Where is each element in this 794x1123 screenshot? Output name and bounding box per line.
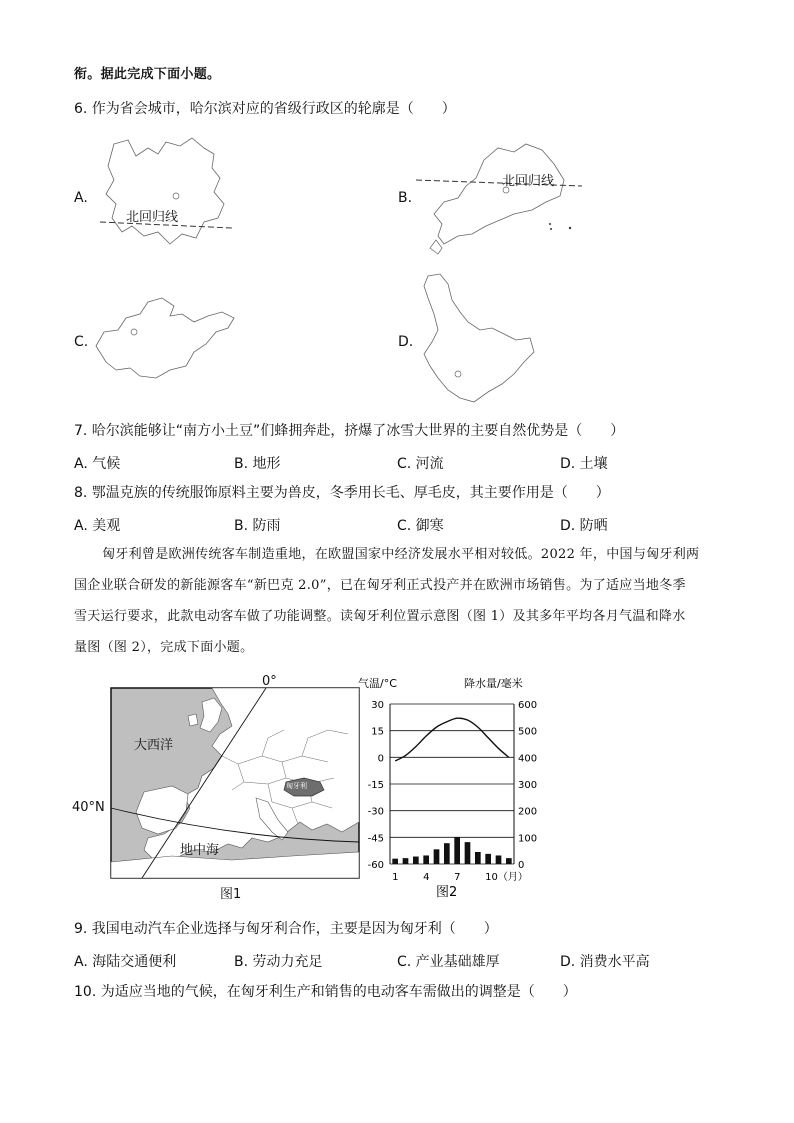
temp-tick: -30: [367, 806, 384, 818]
precip-bar: [496, 855, 502, 864]
q6-option-c-label[interactable]: C.: [74, 334, 89, 350]
question-9-stem: 9. 我国电动汽车企业选择与匈牙利合作，主要是因为匈牙利（ ）: [74, 921, 498, 937]
temp-tick: 15: [371, 726, 384, 738]
capital-marker-c: [131, 329, 137, 335]
q7-option-b[interactable]: B. 地形: [234, 456, 281, 472]
temperature-line: [395, 718, 509, 761]
intro-line-4: 量图（图 2），完成下面小题。: [74, 640, 254, 655]
precip-tick: 100: [518, 833, 538, 845]
q9-option-d[interactable]: D. 消费水平高: [560, 954, 650, 970]
precip-tick: 0: [518, 860, 525, 871]
outline-c-shape: [96, 298, 234, 378]
q7-option-d[interactable]: D. 土壤: [560, 456, 608, 472]
q8-option-b[interactable]: B. 防雨: [234, 518, 281, 534]
q7-option-c[interactable]: C. 河流: [397, 456, 444, 472]
question-7-stem: 7. 哈尔滨能够让“南方小土豆”们蜂拥奔赴，挤爆了冰雪大世界的主要自然优势是（ ）: [74, 423, 625, 439]
precip-bar: [475, 852, 481, 864]
q6-option-a-label[interactable]: A.: [74, 190, 88, 206]
outline-d-shape: [424, 274, 534, 402]
precip-bar: [403, 858, 409, 864]
precip-bar: [444, 843, 450, 864]
figure-2-climate-chart: [356, 672, 550, 904]
q6-option-d-label[interactable]: D.: [398, 334, 414, 350]
precip-tick-labels: [518, 700, 537, 871]
precip-bar: [413, 857, 419, 864]
figure-1-caption: 图1: [220, 887, 242, 902]
precip-tick: 300: [518, 780, 538, 791]
atlantic-label: 大西洋: [134, 738, 174, 753]
temp-tick: -15: [367, 780, 384, 791]
temp-axis-label: 气温/°C: [358, 677, 397, 690]
question-6-stem: 6. 作为省会城市，哈尔滨对应的省级行政区的轮廓是（ ）: [74, 101, 456, 117]
precip-bar: [506, 858, 512, 864]
month-tick: 7: [454, 872, 461, 883]
precip-tick: 400: [518, 753, 538, 765]
month-tick: 4: [423, 872, 430, 883]
tropic-label-a: 北回归线: [126, 210, 179, 225]
precip-bar: [392, 859, 398, 864]
temp-tick: -45: [367, 833, 384, 845]
outline-b-province[interactable]: [414, 140, 584, 256]
q9-option-c[interactable]: C. 产业基础雄厚: [397, 954, 500, 970]
outline-a-shape: [106, 138, 224, 244]
intro-line-1: 匈牙利曾是欧洲传统客车制造重地，在欧盟国家中经济发展水平相对较低。2022 年，中国与匈牙利两: [102, 547, 700, 562]
figure-2-caption: 图2: [436, 885, 458, 900]
outline-a-province[interactable]: [96, 134, 236, 250]
precip-bar: [454, 837, 460, 864]
temp-tick: 0: [377, 753, 384, 765]
q7-option-a[interactable]: A. 气候: [74, 456, 121, 472]
outline-c-province[interactable]: [90, 292, 240, 382]
hungary-label: 匈牙利: [286, 782, 307, 790]
longitude-label: 0°: [262, 674, 277, 689]
intro-line-3: 雪天运行要求，此款电动客车做了功能调整。读匈牙利位置示意图（图 1）及其多年平均各月气温和降水: [74, 609, 686, 624]
temp-tick-labels: [368, 700, 384, 871]
latitude-label: 40°N: [72, 800, 105, 815]
temp-tick: -60: [367, 860, 384, 871]
q9-option-a[interactable]: A. 海陆交通便利: [74, 954, 177, 970]
tropic-label-b: 北回归线: [502, 174, 555, 189]
capital-marker-d: [455, 371, 461, 377]
temp-tick: 30: [371, 700, 384, 711]
continuation-line: 衔。据此完成下面小题。: [74, 67, 221, 82]
outline-d-province[interactable]: [418, 270, 538, 410]
precip-bar: [434, 849, 440, 864]
q9-option-b[interactable]: B. 劳动力充足: [234, 954, 323, 970]
precip-bar: [485, 854, 491, 864]
month-tick: 1: [392, 872, 399, 883]
precip-tick: 200: [518, 806, 538, 818]
intro-line-2: 国企业联合研发的新能源客车“新巴克 2.0”，已在匈牙利正式投产并在欧洲市场销售。为了适应当地冬季: [74, 578, 686, 593]
question-10-stem: 10. 为适应当地的气候，在匈牙利生产和销售的电动客车需做出的调整是（ ）: [74, 984, 577, 1000]
capital-marker-a: [173, 193, 179, 199]
precip-axis-label: 降水量/毫米: [464, 677, 523, 690]
outline-b-shape: [434, 144, 564, 244]
precip-tick: 500: [518, 726, 538, 738]
precip-bar: [423, 855, 429, 864]
precip-bars: [392, 837, 511, 864]
mediterranean-label: 地中海: [180, 843, 220, 858]
precip-tick: 600: [518, 700, 538, 711]
precip-bar: [465, 842, 471, 864]
q6-option-b-label[interactable]: B.: [398, 190, 413, 206]
month-tick: 10（月）: [485, 872, 528, 883]
q8-option-a[interactable]: A. 美观: [74, 518, 121, 534]
q8-option-d[interactable]: D. 防晒: [560, 518, 608, 534]
grid-lines: [390, 704, 514, 864]
month-tick-labels: [392, 871, 528, 883]
q8-option-c[interactable]: C. 御寒: [397, 518, 444, 534]
question-8-stem: 8. 鄂温克族的传统服饰原料主要为兽皮，冬季用长毛、厚毛皮，其主要作用是（ ）: [74, 485, 610, 501]
tropic-line-b: [416, 180, 582, 186]
